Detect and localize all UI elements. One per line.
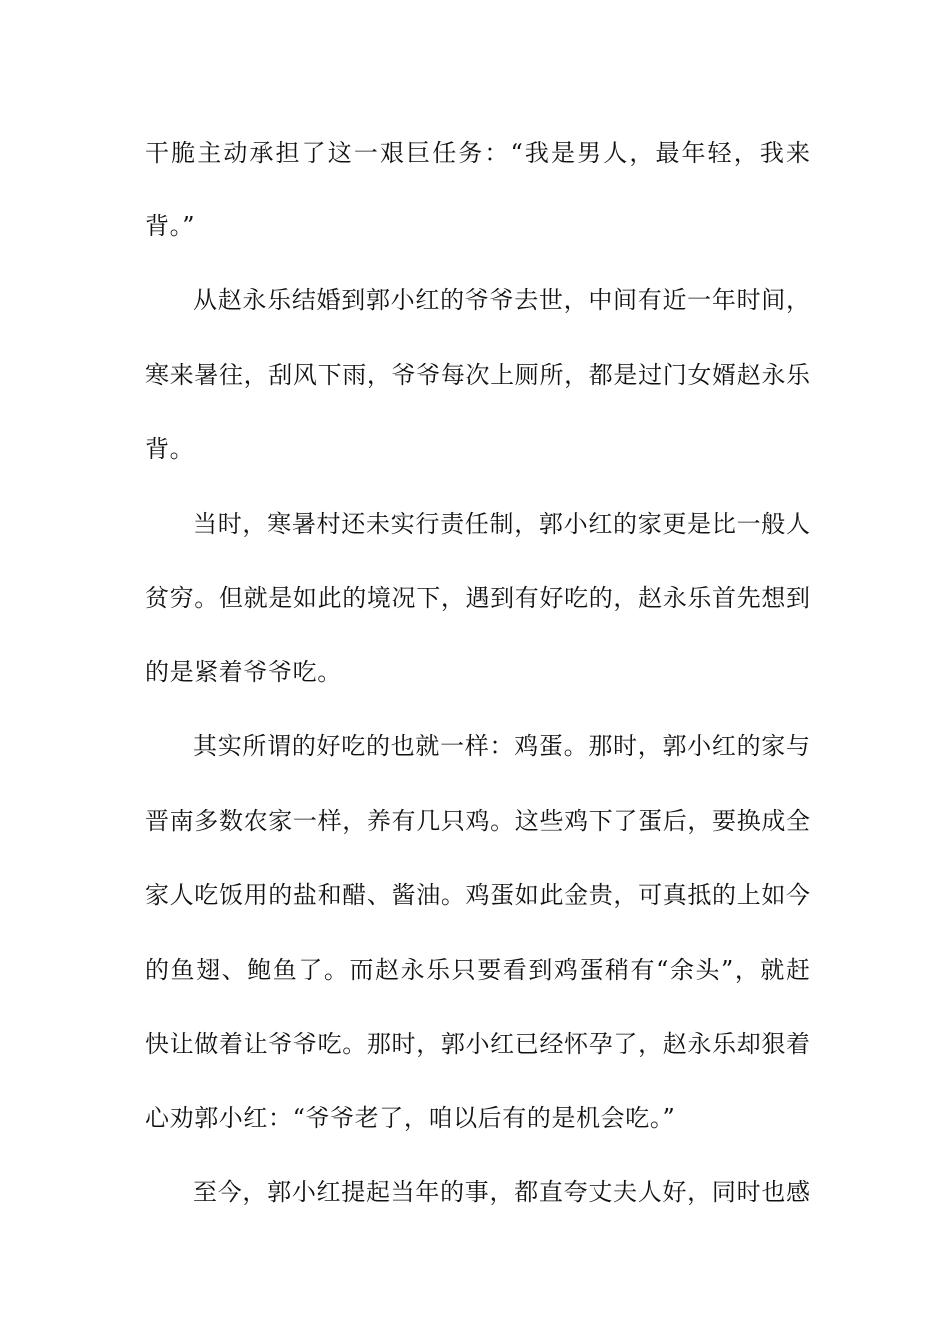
text-line-7: 贫穷。但就是如此的境况下，遇到有好吃的，赵永乐首先想到 — [145, 584, 810, 612]
text-line-10: 晋南多数农家一样，养有几只鸡。这些鸡下了蛋后，要换成全 — [145, 807, 810, 835]
paragraph-start-line-3: 从赵永乐结婚到郭小红的爷爷去世，中间有近一年时间， — [193, 286, 810, 314]
text-line-14: 心劝郭小红：“爷爷老了，咱以后有的是机会吃。” — [145, 1104, 676, 1132]
paragraph-start-line-9: 其实所谓的好吃的也就一样：鸡蛋。那时，郭小红的家与 — [193, 732, 810, 760]
text-line-2: 背。” — [145, 212, 196, 240]
text-line-12: 的鱼翅、鲍鱼了。而赵永乐只要看到鸡蛋稍有“余头”，就赶 — [145, 956, 810, 984]
text-line-13: 快让做着让爷爷吃。那时，郭小红已经怀孕了，赵永乐却狠着 — [145, 1030, 810, 1058]
text-line-8: 的是紧着爷爷吃。 — [145, 658, 342, 686]
text-line-1: 干脆主动承担了这一艰巨任务：“我是男人，最年轻，我来 — [145, 139, 810, 167]
paragraph-start-line-15: 至今，郭小红提起当年的事，都直夸丈夫人好，同时也感 — [193, 1178, 810, 1206]
paragraph-start-line-6: 当时，寒暑村还未实行责任制，郭小红的家更是比一般人 — [193, 510, 810, 538]
text-line-5: 背。 — [145, 435, 195, 463]
text-line-4: 寒来暑往，刮风下雨，爷爷每次上厕所，都是过门女婿赵永乐 — [145, 361, 810, 389]
text-line-11: 家人吃饭用的盐和醋、酱油。鸡蛋如此金贵，可真抵的上如今 — [145, 881, 810, 909]
